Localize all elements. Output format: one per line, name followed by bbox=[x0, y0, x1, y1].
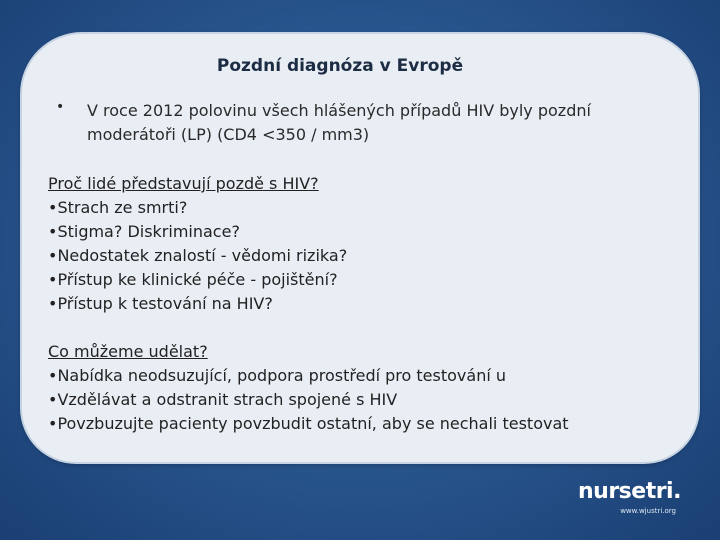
nursetri-logo bbox=[578, 479, 688, 515]
list-item: • Přístup k testování na HIV? bbox=[48, 292, 668, 316]
list-item: • Povzbuzujte pacienty povzbudit ostatní, aby se nechali testovat bbox=[48, 412, 668, 436]
slide-title: Pozdní diagnóza v Evropě bbox=[216, 56, 464, 76]
section-heading: Co můžeme udělat? bbox=[48, 342, 208, 361]
section-what-to-do bbox=[48, 340, 668, 436]
bullet-marker: • bbox=[56, 99, 65, 115]
logo-dot: . bbox=[673, 479, 681, 504]
logo-wordmark bbox=[578, 479, 688, 505]
section-why-late bbox=[48, 172, 668, 316]
logo-name: nursetri bbox=[578, 479, 674, 504]
logo-url: www.wjustri.org bbox=[620, 507, 676, 515]
list-item: • Nabídka neodsuzující, podpora prostředí pro testování u bbox=[48, 364, 668, 388]
list-item: • Přístup ke klinické péče - pojištění? bbox=[48, 268, 668, 292]
section-heading: Proč lidé představují pozdě s HIV? bbox=[48, 174, 319, 193]
list-item: • Nedostatek znalostí - vědomi rizika? bbox=[48, 244, 668, 268]
list-item: • Strach ze smrti? bbox=[48, 196, 668, 220]
list-item: • Vzdělávat a odstranit strach spojené s HIV bbox=[48, 388, 668, 412]
list-item: • Stigma? Diskriminace? bbox=[48, 220, 668, 244]
intro-bullet-text: V roce 2012 polovinu všech hlášených případů HIV byly pozdní moderátoři (LP) (CD4 <350 / mm3) bbox=[87, 101, 591, 144]
